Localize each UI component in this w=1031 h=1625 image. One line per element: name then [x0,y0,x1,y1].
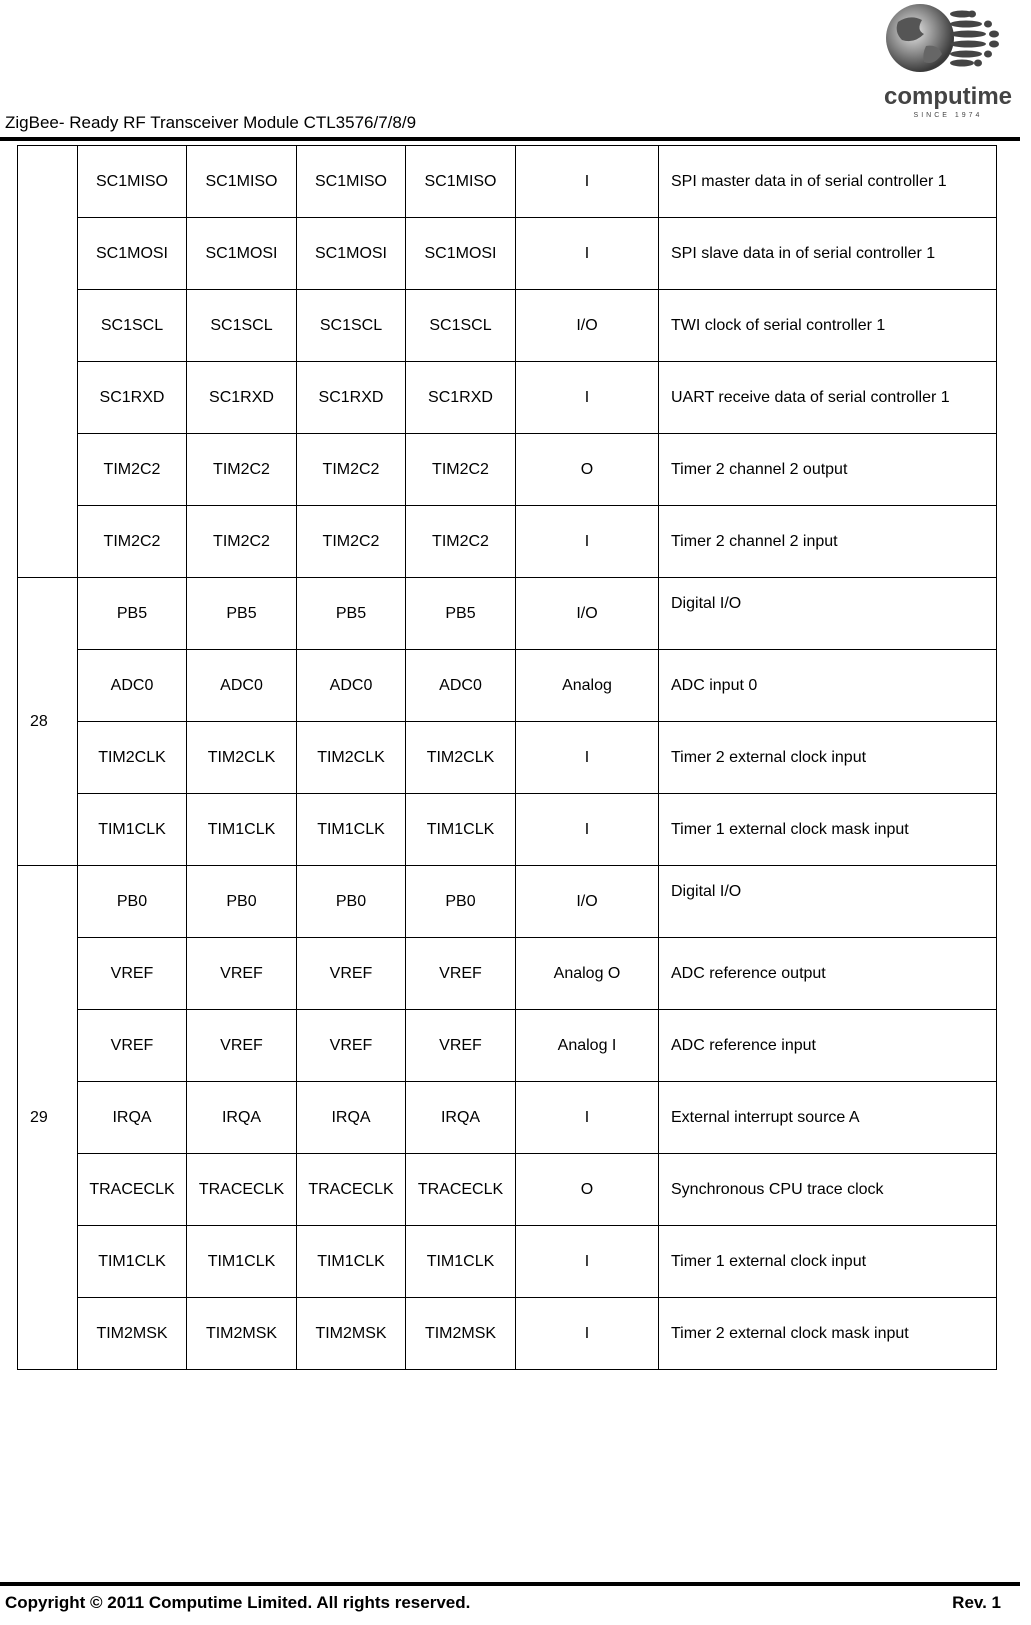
table-row [18,434,997,506]
pin-number-cell: 28 [18,578,78,866]
signal-name-cell: PB5 [187,578,297,650]
signal-name-cell: SC1MISO [187,146,297,218]
signal-name-cell: SC1SCL [406,290,516,362]
description-cell: ADC input 0 [659,650,997,722]
description-cell: UART receive data of serial controller 1 [659,362,997,434]
description-cell: SPI master data in of serial controller 1 [659,146,997,218]
signal-name-cell: TIM2CLK [406,722,516,794]
direction-cell: I [516,506,659,578]
signal-name-cell: TIM2MSK [406,1298,516,1370]
signal-name-cell: ADC0 [78,650,187,722]
description-cell: Timer 2 channel 2 input [659,506,997,578]
direction-cell: I [516,1082,659,1154]
signal-name-cell: IRQA [297,1082,406,1154]
signal-name-cell: ADC0 [187,650,297,722]
signal-name-cell: VREF [297,1010,406,1082]
footer-divider [0,1582,1020,1586]
signal-name-cell: TIM2MSK [187,1298,297,1370]
pin-number-cell: 29 [18,866,78,1370]
signal-name-cell: SC1MOSI [297,218,406,290]
pin-table [17,145,997,1370]
signal-name-cell: SC1SCL [187,290,297,362]
logo-wordmark: computime [883,83,1013,110]
description-cell: ADC reference input [659,1010,997,1082]
signal-name-cell: SC1MISO [297,146,406,218]
signal-name-cell: TIM2C2 [78,506,187,578]
signal-name-cell: VREF [78,1010,187,1082]
signal-name-cell: PB5 [297,578,406,650]
description-cell: Synchronous CPU trace clock [659,1154,997,1226]
signal-name-cell: TRACECLK [297,1154,406,1226]
signal-name-cell: SC1SCL [297,290,406,362]
logo-since: SINCE 1974 [913,112,983,119]
signal-name-cell: VREF [187,938,297,1010]
pin-table-body [18,146,997,1370]
table-row [18,866,997,938]
table-row [18,146,997,218]
direction-cell: I [516,218,659,290]
signal-name-cell: PB0 [406,866,516,938]
signal-name-cell: SC1RXD [406,362,516,434]
table-row [18,1298,997,1370]
signal-name-cell: TIM1CLK [406,1226,516,1298]
signal-name-cell: TIM2C2 [78,434,187,506]
signal-name-cell: TIM2MSK [78,1298,187,1370]
description-cell: TWI clock of serial controller 1 [659,290,997,362]
header-divider [0,137,1020,141]
footer-copyright: Copyright © 2011 Computime Limited. All rights reserved. [5,1593,471,1612]
direction-cell: I/O [516,578,659,650]
description-cell: External interrupt source A [659,1082,997,1154]
direction-cell: Analog I [516,1010,659,1082]
pin-number-cell [18,146,78,578]
table-row [18,1226,997,1298]
signal-name-cell: ADC0 [406,650,516,722]
table-row [18,578,997,650]
table-row [18,938,997,1010]
signal-name-cell: SC1MOSI [187,218,297,290]
description-cell: Digital I/O [659,866,997,938]
signal-name-cell: TIM2CLK [187,722,297,794]
table-row [18,650,997,722]
signal-name-cell: TIM2CLK [297,722,406,794]
table-row [18,1082,997,1154]
signal-name-cell: SC1RXD [187,362,297,434]
footer-revision: Rev. 1 [952,1593,1001,1612]
signal-name-cell: TIM2MSK [297,1298,406,1370]
signal-name-cell: SC1SCL [78,290,187,362]
table-row [18,218,997,290]
direction-cell: I [516,1226,659,1298]
description-cell: Timer 2 external clock input [659,722,997,794]
direction-cell: I [516,362,659,434]
signal-name-cell: SC1RXD [297,362,406,434]
signal-name-cell: TIM1CLK [187,1226,297,1298]
table-row [18,290,997,362]
direction-cell: I [516,794,659,866]
direction-cell: I/O [516,290,659,362]
direction-cell: I [516,722,659,794]
signal-name-cell: TRACECLK [406,1154,516,1226]
signal-name-cell: TRACECLK [78,1154,187,1226]
direction-cell: O [516,1154,659,1226]
signal-name-cell: IRQA [187,1082,297,1154]
signal-name-cell: PB5 [78,578,187,650]
signal-name-cell: PB5 [406,578,516,650]
direction-cell: O [516,434,659,506]
direction-cell: I [516,1298,659,1370]
signal-name-cell: IRQA [406,1082,516,1154]
signal-name-cell: VREF [78,938,187,1010]
signal-name-cell: IRQA [78,1082,187,1154]
signal-name-cell: SC1MOSI [78,218,187,290]
table-row [18,722,997,794]
signal-name-cell: TIM2C2 [297,506,406,578]
table-row [18,794,997,866]
signal-name-cell: SC1MISO [78,146,187,218]
description-cell: ADC reference output [659,938,997,1010]
signal-name-cell: TIM2C2 [406,434,516,506]
description-cell: Timer 2 external clock mask input [659,1298,997,1370]
signal-name-cell: VREF [406,1010,516,1082]
signal-name-cell: SC1MOSI [406,218,516,290]
description-cell: SPI slave data in of serial controller 1 [659,218,997,290]
globe-icon [886,4,954,72]
signal-name-cell: TIM2C2 [187,506,297,578]
document-title: ZigBee- Ready RF Transceiver Module CTL3576/7/8/9 [5,113,417,132]
signal-name-cell: TIM2C2 [297,434,406,506]
signal-name-cell: VREF [406,938,516,1010]
table-row [18,506,997,578]
signal-name-cell: SC1MISO [406,146,516,218]
description-cell: Timer 1 external clock input [659,1226,997,1298]
signal-name-cell: PB0 [78,866,187,938]
direction-cell: Analog [516,650,659,722]
signal-name-cell: SC1RXD [78,362,187,434]
direction-cell: I [516,146,659,218]
signal-name-cell: VREF [297,938,406,1010]
table-row [18,1154,997,1226]
signal-name-cell: TIM1CLK [297,794,406,866]
table-row [18,362,997,434]
description-cell: Digital I/O [659,578,997,650]
signal-name-cell: PB0 [297,866,406,938]
company-logo [876,0,1016,122]
signal-name-cell: TIM2C2 [187,434,297,506]
description-cell: Timer 1 external clock mask input [659,794,997,866]
signal-name-cell: TRACECLK [187,1154,297,1226]
signal-name-cell: TIM1CLK [187,794,297,866]
table-row [18,1010,997,1082]
signal-name-cell: TIM1CLK [78,1226,187,1298]
signal-name-cell: PB0 [187,866,297,938]
signal-name-cell: ADC0 [297,650,406,722]
signal-name-cell: TIM1CLK [297,1226,406,1298]
signal-name-cell: VREF [187,1010,297,1082]
signal-name-cell: TIM1CLK [406,794,516,866]
description-cell: Timer 2 channel 2 output [659,434,997,506]
signal-name-cell: TIM1CLK [78,794,187,866]
signal-name-cell: TIM2CLK [78,722,187,794]
signal-name-cell: TIM2C2 [406,506,516,578]
direction-cell: I/O [516,866,659,938]
direction-cell: Analog O [516,938,659,1010]
